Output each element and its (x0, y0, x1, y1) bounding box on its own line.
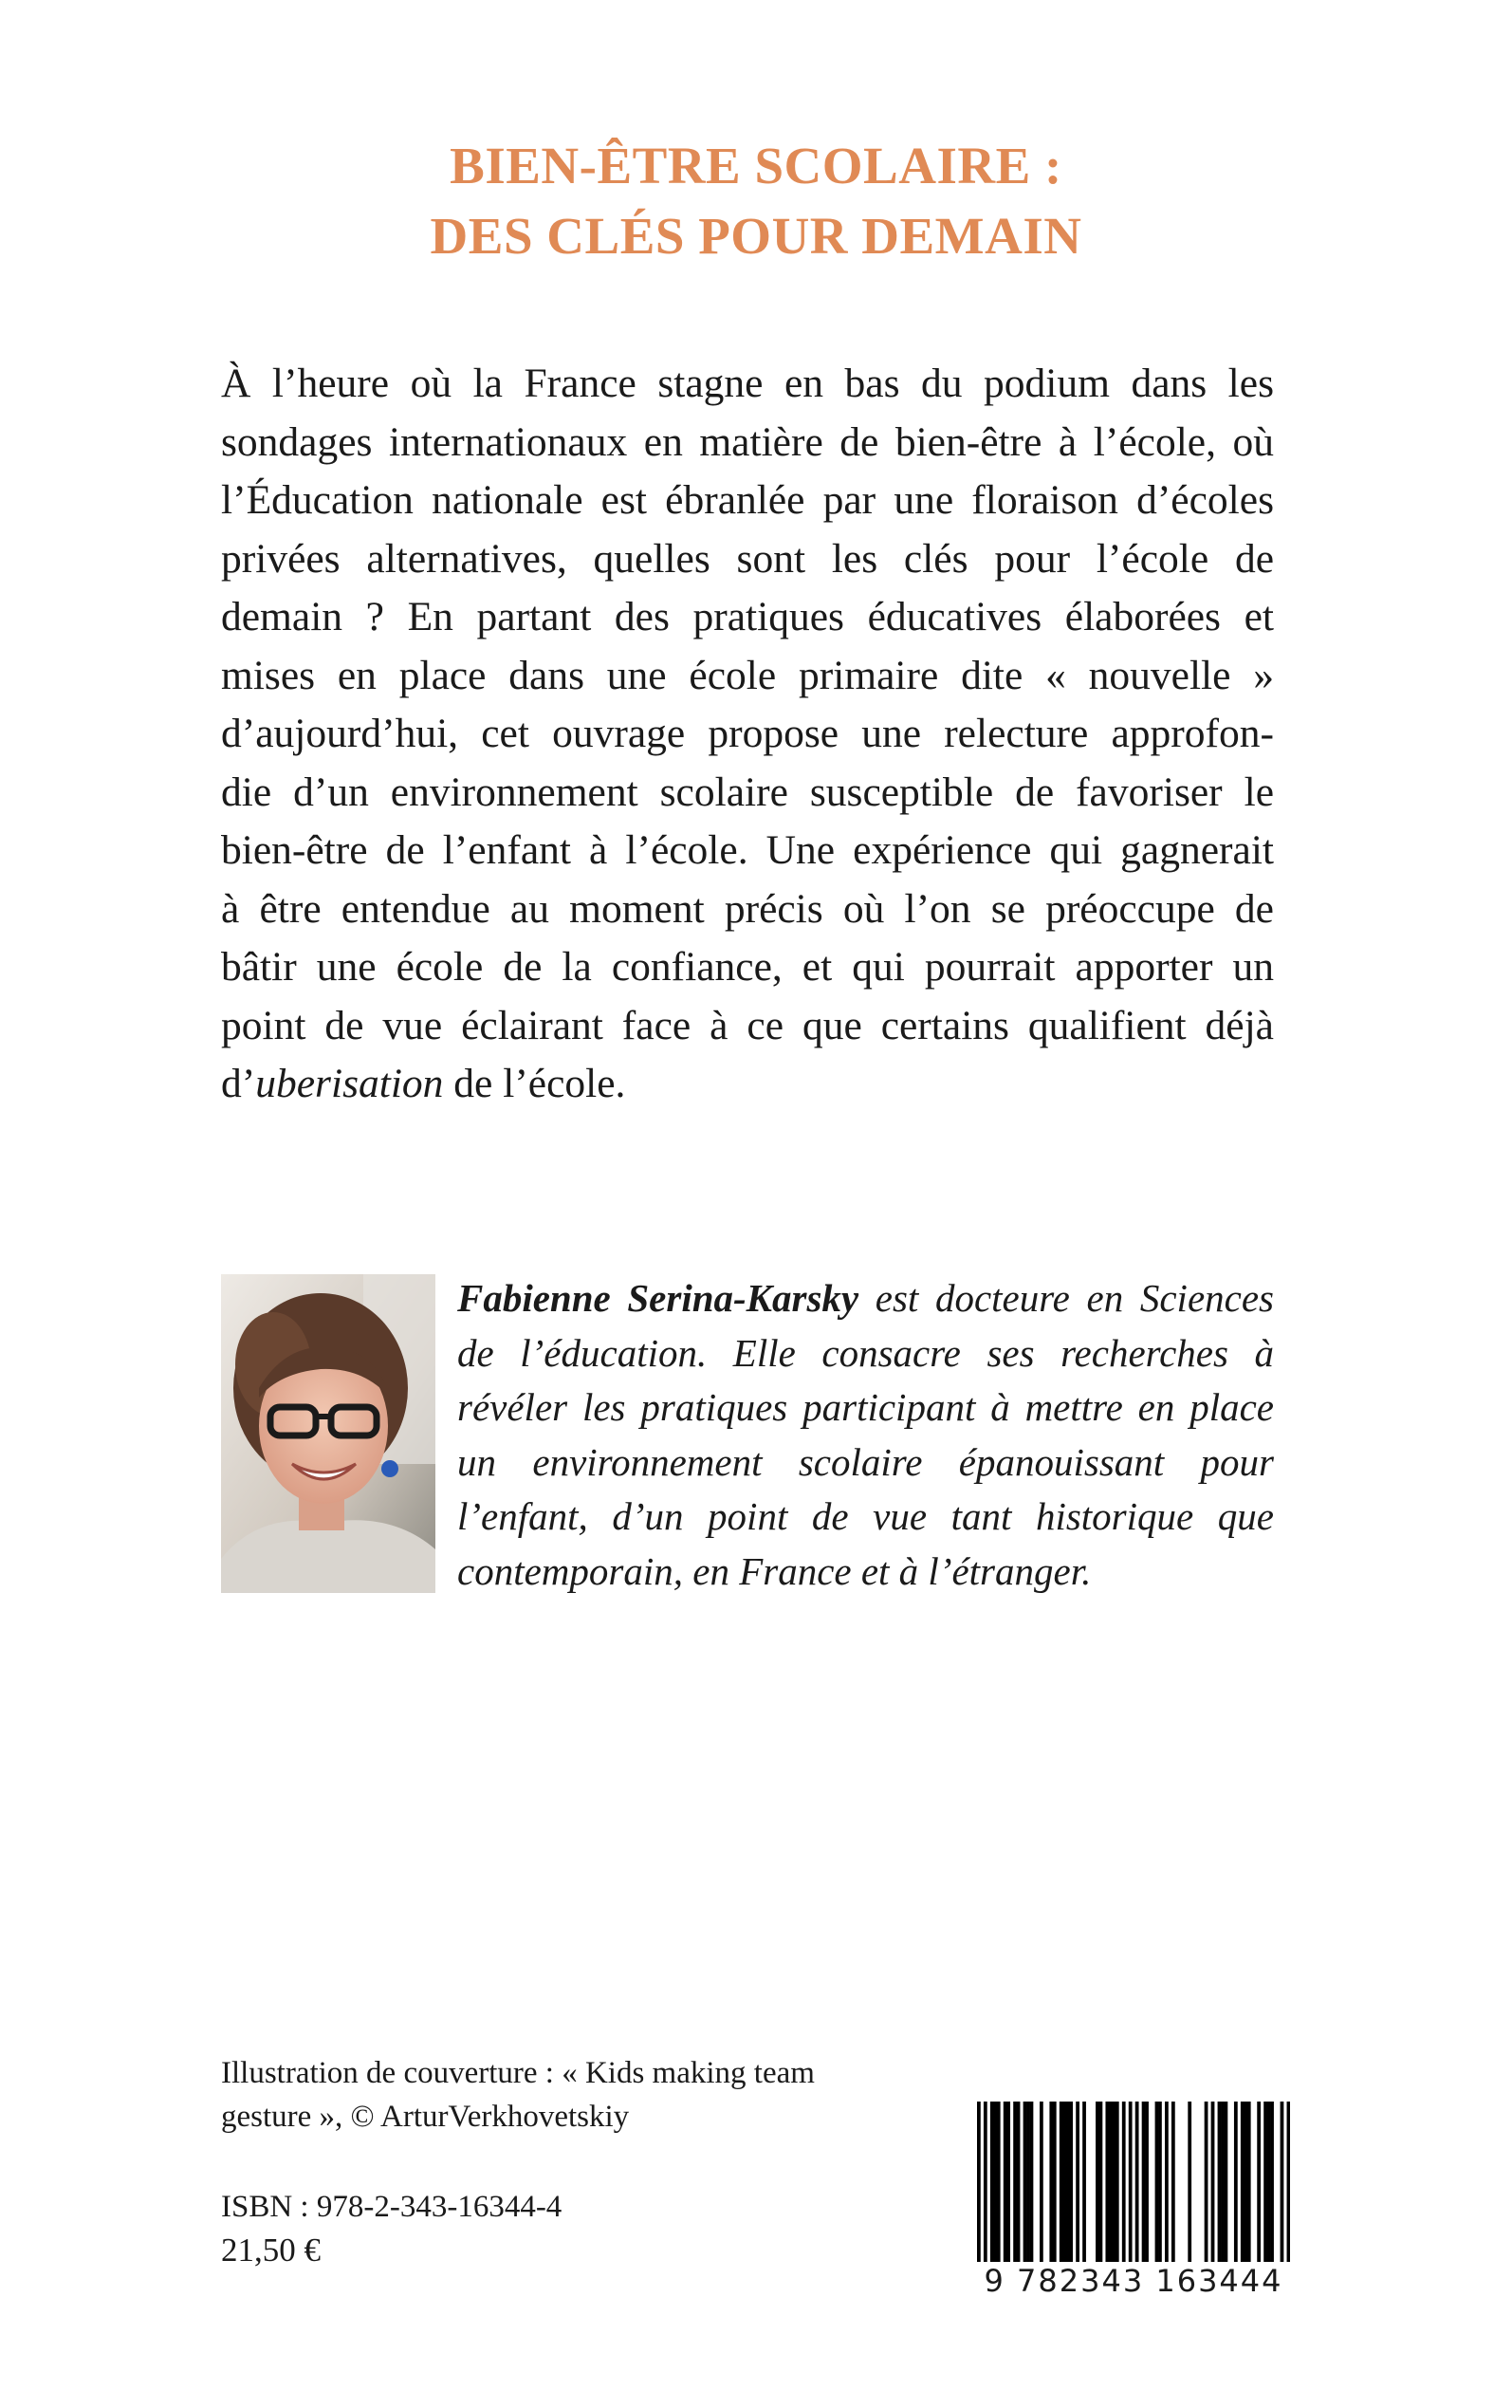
blurb-line: sondages internationaux en matière de bien-être à l’école, où (221, 418, 1274, 465)
book-title (0, 131, 1512, 271)
isbn: ISBN : 978-2-343-16344-4 (221, 2190, 562, 2224)
bio-line: de l’éducation. Elle consacre ses recherches à (457, 1330, 1274, 1375)
bio-line: contemporain, en France et à l’étranger. (457, 1548, 1092, 1593)
blurb-last-suffix: de l’école. (443, 1061, 626, 1106)
author-photo (221, 1274, 435, 1593)
credit-line-1: Illustration de couverture : « Kids making team (221, 2056, 815, 2090)
title-line-2: DES CLÉS POUR DEMAIN (430, 207, 1082, 265)
blurb-italic-word: uberisation (255, 1061, 444, 1106)
credit-line-2: gesture », © ArturVerkhovetskiy (221, 2100, 630, 2134)
bio-first-line-rest: est docteure en Sciences (858, 1276, 1274, 1320)
blurb-line: point de vue éclairant face à ce que certains qualifient déjà (221, 1002, 1274, 1048)
author-name: Fabienne Serina-Karsky (457, 1276, 859, 1320)
bio-line: révéler les pratiques participant à mettre en place (457, 1385, 1274, 1429)
illustration-credit (221, 2051, 942, 2139)
blurb-line: die d’un environnement scolaire susceptible de favoriser le (221, 769, 1274, 815)
blurb-line: privées alternatives, quelles sont les clés pour l’école de (221, 535, 1274, 582)
blurb-last-line (221, 1055, 1274, 1114)
bio-line: un environnement scolaire épanouissant pour (457, 1439, 1274, 1484)
blurb-line: mises en place dans une école primaire dite « nouvelle » (221, 652, 1274, 698)
blurb-line: À l’heure où la France stagne en bas du podium dans les (221, 361, 1274, 406)
bio-line: l’enfant, d’un point de vue tant historique que (457, 1494, 1274, 1538)
blurb-line: bien-être de l’enfant à l’école. Une expérience qui gagnerait (221, 827, 1274, 873)
blurb-line: à être entendue au moment précis où l’on se préoccupe de (221, 885, 1274, 932)
blurb-line: d’aujourd’hui, cet ouvrage propose une relecture approfon- (221, 711, 1274, 756)
blurb-line: demain ? En partant des pratiques éducatives élaborées et (221, 594, 1274, 639)
blurb-line: l’Éducation nationale est ébranlée par une floraison d’écoles (221, 477, 1274, 523)
bio-first-line (457, 1271, 1274, 1326)
price: 21,50 € (221, 2232, 321, 2269)
author-bio (457, 1271, 1274, 1599)
barcode-digits: 9 782343 163444 (977, 2262, 1290, 2300)
title-line-1: BIEN-ÊTRE SCOLAIRE : (450, 137, 1062, 194)
blurb-line: bâtir une école de la confiance, et qui pourrait apporter un (221, 944, 1274, 990)
blurb-last-prefix: d’ (221, 1061, 256, 1106)
back-cover-blurb (221, 355, 1274, 1114)
author-portrait-image (221, 1274, 435, 1593)
